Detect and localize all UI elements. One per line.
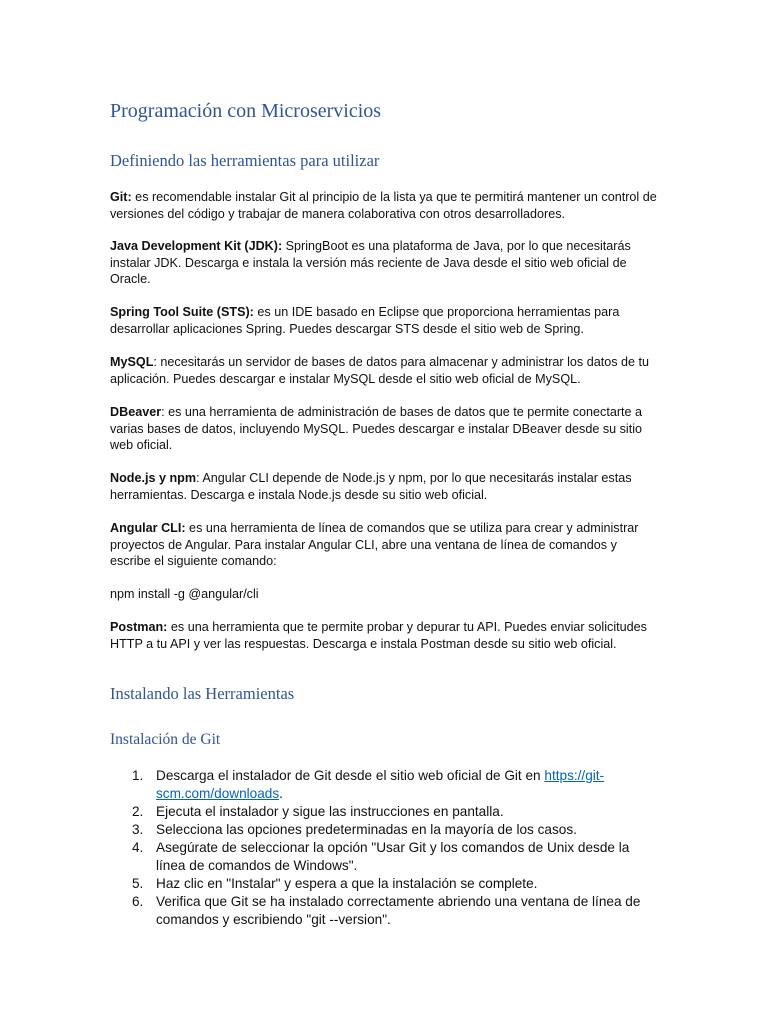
tool-description: : Angular CLI depende de Node.js y npm, por lo que necesitarás instalar estas herramientas. Descarga e instala Node.js desde su sitio web oficial. bbox=[110, 471, 632, 502]
tool-name: Git: bbox=[110, 190, 132, 204]
tool-paragraph-node bbox=[110, 470, 660, 503]
tool-name: Node.js y npm bbox=[110, 471, 197, 485]
tool-name: Angular CLI: bbox=[110, 521, 186, 535]
tool-paragraph-sts bbox=[110, 304, 660, 337]
tool-paragraph-dbeaver bbox=[110, 404, 660, 454]
list-item: 2. Ejecuta el instalador y sigue las instrucciones en pantalla. bbox=[132, 804, 504, 819]
tool-description: es una herramienta de línea de comandos que se utiliza para crear y administrar proyectos de Angular. Para instalar Angular CLI, abre una ventana de línea de comandos y escribe el siguiente comando: bbox=[110, 521, 639, 568]
section-heading-install: Instalando las Herramientas bbox=[110, 684, 295, 703]
git-install-steps bbox=[110, 767, 650, 929]
tool-description: es recomendable instalar Git al principio de la lista ya que te permitirá mantener un control de versiones del código y trabajar de manera colaborativa con otros desarrolladores. bbox=[110, 190, 657, 221]
tool-name: MySQL bbox=[110, 355, 154, 369]
tool-description: es una herramienta que te permite probar y depurar tu API. Puedes enviar solicitudes HTTP a tu API y ver las respuestas. Descarga e instala Postman desde su sitio web oficial. bbox=[110, 620, 647, 651]
document-title: Programación con Microservicios bbox=[110, 100, 382, 122]
git-downloads-link[interactable]: https://git-scm.com/downloads bbox=[156, 768, 605, 801]
tool-description: SpringBoot es una plataforma de Java, por lo que necesitarás instalar JDK. Descarga e instala la versión más reciente de Java desde el sitio web oficial de Oracle. bbox=[110, 239, 631, 286]
tool-paragraph-jdk bbox=[110, 238, 660, 288]
section-heading-tools: Definiendo las herramientas para utilizar bbox=[110, 151, 380, 170]
tool-description: es un IDE basado en Eclipse que proporciona herramientas para desarrollar aplicaciones Spring. Puedes descargar STS desde el sitio web de Spring. bbox=[110, 305, 620, 336]
tool-paragraph-mysql bbox=[110, 354, 660, 387]
tool-paragraph-angular-cli bbox=[110, 520, 660, 570]
tool-name: Java Development Kit (JDK): bbox=[110, 239, 283, 253]
tool-name: DBeaver bbox=[110, 405, 162, 419]
list-item: 4. Asegúrate de seleccionar la opción "Usar Git y los comandos de Unix desde la línea de comandos de Windows". bbox=[132, 840, 630, 873]
subheading-git-install: Instalación de Git bbox=[110, 731, 221, 748]
install-command: npm install -g @angular/cli bbox=[110, 587, 259, 601]
list-item: 1. Descarga el instalador de Git desde el sitio web oficial de Git en https://git-scm.com/downloads. bbox=[132, 768, 605, 801]
list-item: 6. Verifica que Git se ha instalado correctamente abriendo una ventana de línea de comandos y escribiendo "git --version". bbox=[132, 894, 641, 927]
tool-paragraph-git bbox=[110, 189, 660, 222]
tool-name: Postman: bbox=[110, 620, 168, 634]
tool-name: Spring Tool Suite (STS): bbox=[110, 305, 254, 319]
list-item: 3. Selecciona las opciones predeterminadas en la mayoría de los casos. bbox=[132, 822, 577, 837]
tool-paragraph-postman bbox=[110, 619, 660, 652]
tool-description: : es una herramienta de administración de bases de datos que te permite conectarte a varias bases de datos, incluyendo MySQL. Puedes descargar e instalar DBeaver desde su sitio web oficial. bbox=[110, 405, 643, 452]
tool-description: : necesitarás un servidor de bases de datos para almacenar y administrar los datos de tu aplicación. Puedes descargar e instalar MySQL desde el sitio web oficial de MySQL. bbox=[110, 355, 650, 386]
list-item: 5. Haz clic en "Instalar" y espera a que la instalación se complete. bbox=[132, 876, 538, 891]
